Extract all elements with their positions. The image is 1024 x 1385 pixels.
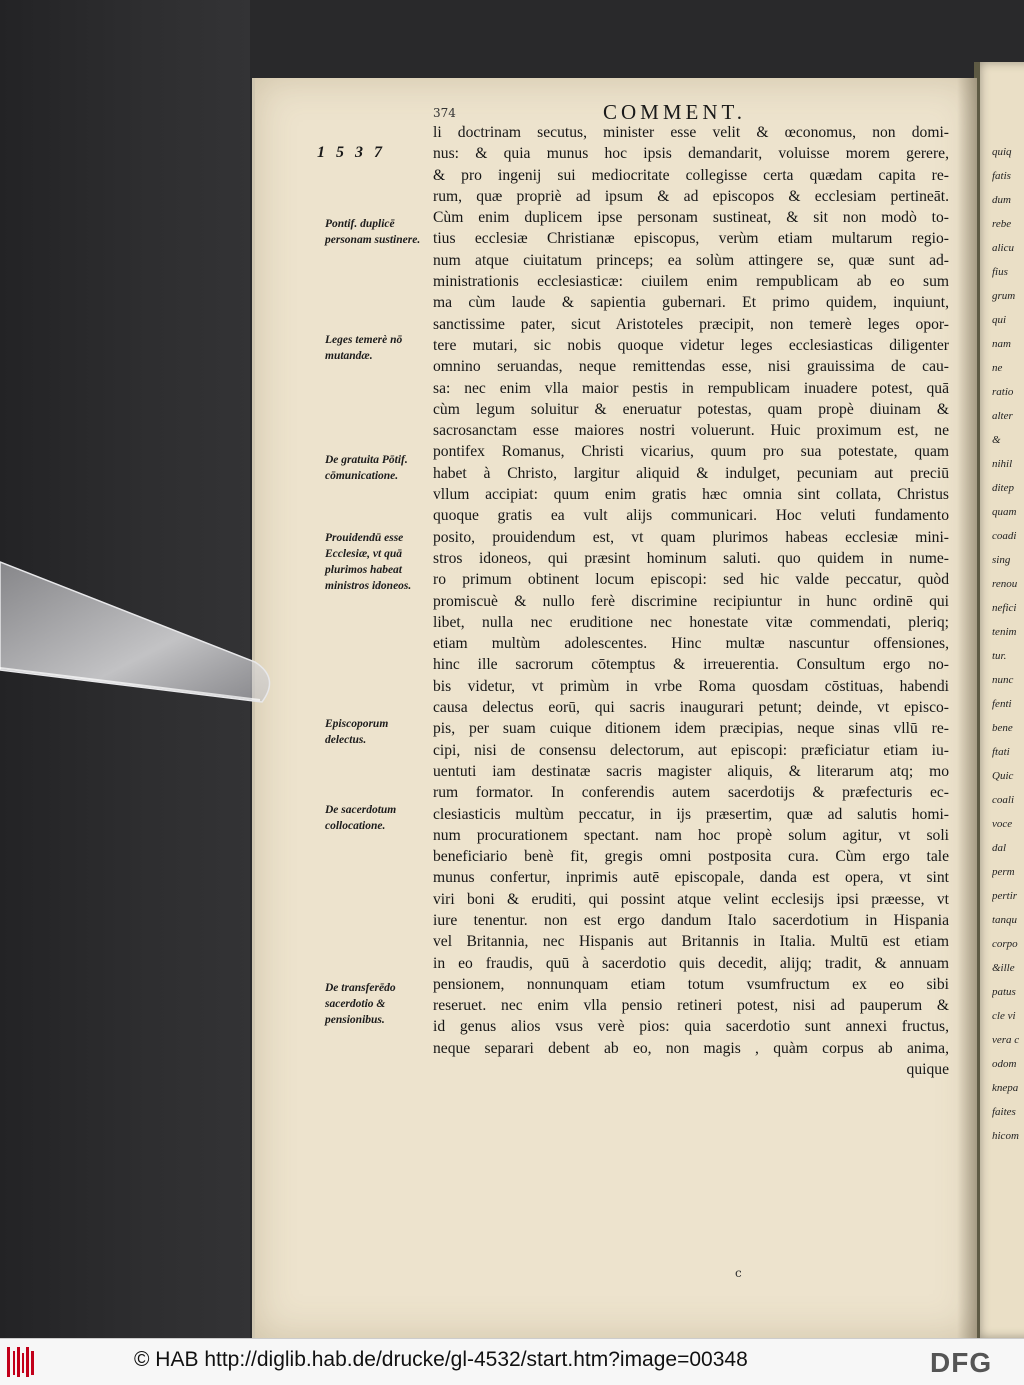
facing-page-fragment: tanqu: [992, 914, 1018, 926]
body-text: [433, 122, 949, 1080]
book-page: [252, 78, 977, 1338]
text-line: pontifex Romanus, Christi vicarius, quum pro sua potestate, quam: [433, 443, 949, 461]
facing-page-fragment: ftati: [992, 746, 1010, 758]
text-line: hinc ille sacrorum cōtemptus & irreuerentia. Consultum ergo no-: [433, 656, 949, 674]
text-line: tere mutari, sic nobis quoque videtur leges ecclesiasticas diligenter: [433, 336, 949, 354]
facing-page-fragment: nihil: [992, 458, 1013, 470]
text-line: stros idoneos, qui præsint hominum saluti. quo quidem in nume-: [433, 549, 949, 567]
text-line: viri boni & eruditi, qui possint atque velint ecclesijs ipsi præesse, vt: [433, 890, 949, 908]
text-line: num procurationem spectant. nam hoc propè solum agitur, vt soli: [433, 826, 949, 844]
text-line: iure tenentur. non est ergo dandum Italo sacerdotium in Hispania: [433, 911, 949, 929]
text-line: rum, quæ propriè ad ipsum & ad episcopos & ecclesiam pertineāt.: [433, 187, 949, 205]
facing-page-fragment: odom: [992, 1058, 1017, 1070]
facing-page-text: [992, 140, 1024, 1148]
facing-page-fragment: qui: [992, 314, 1007, 326]
facing-page-fragment: nunc: [992, 674, 1014, 686]
facing-page-fragment: tenim: [992, 626, 1017, 638]
facing-page-fragment: vera c: [992, 1034, 1020, 1046]
facing-page-fragment: &ille: [992, 962, 1015, 974]
text-line: vllum accipiat: quum enim gratis hæc omnia sint collata, Christus: [433, 486, 949, 504]
text-line: quoque gratis ea vult alijs communicari. Hoc veluti fundamento: [433, 507, 949, 525]
facing-page-fragment: ditep: [992, 482, 1014, 494]
facing-page-fragment: patus: [992, 986, 1016, 998]
facing-page-fragment: quam: [992, 506, 1017, 518]
facing-page-fragment: corpo: [992, 938, 1018, 950]
facing-page-fragment: alter: [992, 410, 1013, 422]
text-line: in eo fraudis, quū à sacerdotio quis decedit, alijq; tradit, & annuam: [433, 954, 949, 972]
text-line: promiscuè & nullo ferè discrimine recipiuntur in hunc ordinē qui: [433, 592, 949, 610]
text-line: cùm legum soluitur & eneruatur potestas, quam propè diuinam &: [433, 400, 949, 418]
text-line: vel Britannia, nec Hispanis aut Britannis in Italia. Multū est etiam: [433, 933, 949, 951]
margin-note-leges: Leges temerè nō mutandæ.: [325, 334, 403, 362]
year-marginal: 1537: [317, 144, 393, 161]
text-line: ma cùm laude & sapientia gubernari. Et primo quidem, inquiunt,: [433, 294, 949, 312]
facing-page-fragment: nam: [992, 338, 1011, 350]
catchword: quique: [906, 1061, 949, 1079]
folio-number: 374: [433, 106, 456, 120]
text-line: sanctissime pater, sicut Aristoteles præcipit, non temerè leges opor-: [433, 315, 949, 333]
facing-page-fragment: perm: [992, 866, 1015, 878]
footer-bar: [0, 1338, 1024, 1385]
text-line: sa: nec enim vlla maior pestis in rempublicam inuadere potest, quā: [433, 379, 949, 397]
text-line: omnino seruandas, neque remittendas esse, nisi grauissima de cau-: [433, 358, 949, 376]
facing-page-fragment: coadi: [992, 530, 1017, 542]
margin-note-pontif: Pontif. duplicē personam sustinere.: [325, 218, 421, 246]
text-line: reseruet. nec enim vlla pensio retineri potest, nisi ad pauperum &: [433, 997, 949, 1015]
margin-note-transferendo: De transferēdo sacerdotio & pensionibus.: [325, 982, 396, 1026]
margin-note-episcoporum: Episcoporum delectus.: [325, 718, 389, 746]
text-line: neque separari debent ab eo, non magis , quàm corpus ab anima,: [433, 1039, 949, 1057]
text-line: rum formator. In conferendis autem sacerdotijs & præfecturis ec-: [433, 784, 949, 802]
text-line: ministrationis ecclesiasticæ: ciuilem enim rempublicam ab eo sum: [433, 273, 949, 291]
text-line: habet à Christo, largitur aliquid & indulget, pecuniam aut preciū: [433, 464, 949, 482]
text-line: posito, prouidendum est, vt quam plurimos habeas ecclesiæ mini-: [433, 528, 949, 546]
text-line: Cùm enim duplicem ipse personam sustineat, & sit non modò to-: [433, 209, 949, 227]
facing-page-fragment: rebe: [992, 218, 1012, 230]
text-line: tius ecclesiæ Christianæ episcopus, verùm etiam multarum regio-: [433, 230, 949, 248]
text-line: li doctrinam secutus, minister esse velit & œconomus, non domi-: [433, 124, 949, 141]
text-line: munus confertur, inprimis autē episcopale, danda est opera, vt sint: [433, 869, 949, 887]
book-cover-shadow: [0, 0, 250, 1338]
text-line: sacrosanctam esse maiores nostri voluerunt. Huic proximum est, ne: [433, 422, 949, 440]
text-line: cipi, nisi de consensu delectorum, aut episcopi: præficiatur etiam iu-: [433, 741, 949, 759]
footer-permalink[interactable]: © HAB http://diglib.hab.de/drucke/gl-4532/start.htm?image=00348: [134, 1348, 748, 1371]
text-line: causa delectus eorū, qui sacris inaugurari petunt; deinde, vt episco-: [433, 699, 949, 717]
facing-page-fragment: knepa: [992, 1082, 1019, 1094]
page-gutter-shadow: [957, 78, 977, 1338]
margin-note-sacerdotum: De sacerdotum collocatione.: [325, 804, 397, 832]
text-line: libet, nulla nec eruditione nec honestate vitæ commendati, pleriq;: [433, 613, 949, 631]
facing-page-fragment: cle vi: [992, 1010, 1016, 1022]
facing-page-fragment: fatis: [992, 170, 1011, 182]
text-line: id genus alios vsus verè pios: quia sacerdotio sunt annexi fructus,: [433, 1018, 949, 1036]
facing-page-fragment: hicom: [992, 1130, 1019, 1142]
text-line: uentuti iam destinatæ sacris magister aliquis, & literarum atq; mo: [433, 762, 949, 780]
facing-page-fragment: sing: [992, 554, 1011, 566]
margin-note-gratuita: De gratuita Pōtif. cōmunicatione.: [325, 454, 408, 482]
facing-page-fragment: dum: [992, 194, 1011, 206]
facing-page-fragment: alicu: [992, 242, 1014, 254]
text-line: & pro ingenij sui mediocritate collegisse certa quædam capita re-: [433, 166, 949, 184]
text-line: pensionem, nonnunquam etiam totum vsumfructum ex eo sibi: [433, 975, 949, 993]
text-line: clesiasticis multùm peccatur, in ijs præsertim, quæ ad salutis homi-: [433, 805, 949, 823]
facing-page-fragment: fenti: [992, 698, 1012, 710]
facing-page-fragment: fius: [992, 266, 1008, 278]
facing-page-fragment: voce: [992, 818, 1013, 830]
facing-page-fragment: grum: [992, 290, 1016, 302]
facing-page-fragment: ne: [992, 362, 1003, 374]
facing-page-fragment: quiq: [992, 146, 1012, 158]
facing-page-fragment: &: [992, 434, 1001, 446]
hab-logo-icon: [6, 1345, 36, 1379]
text-line: num atque ciuitatum princeps; ea solùm attingere se, quæ sunt ad-: [433, 251, 949, 269]
margin-note-providendum: Prouidendū esse Ecclesiæ, vt quā plurimos habeat ministros idoneos.: [325, 532, 412, 592]
facing-page-fragment: pertir: [992, 890, 1018, 902]
text-line: pis, per suam cuique ditionem idem præcipias, neque sinas vllū re-: [433, 720, 949, 738]
text-line: etiam multùm adolescentes. Hinc multæ nascuntur offensiones,: [433, 635, 949, 653]
facing-page-fragment: renou: [992, 578, 1018, 590]
text-line: bis videtur, vt primùm in vrbe Roma quosdam cōstituas, habendi: [433, 677, 949, 695]
text-line: beneficiario benè fit, gregis omni postposita cura. Cùm ergo tale: [433, 848, 949, 866]
running-head: COMMENT.: [603, 100, 747, 124]
facing-page-fragment: nefici: [992, 602, 1017, 614]
facing-page-fragment: Quic: [992, 770, 1014, 782]
dfg-logo: DFG: [930, 1347, 993, 1378]
facing-page-fragment: coali: [992, 794, 1014, 806]
text-line: nus: & quia munus hoc ipsis demandarit, voluisse morem gerere,: [433, 145, 949, 163]
signature-mark: c: [735, 1266, 742, 1280]
facing-page-fragment: faites: [992, 1106, 1016, 1118]
facing-page-fragment: tur.: [992, 650, 1007, 662]
facing-page-fragment: dal: [992, 842, 1007, 854]
facing-page-fragment: bene: [992, 722, 1013, 734]
facing-page-fragment: ratio: [992, 386, 1014, 398]
text-line: ro primum obtinent locum episcopi: sed hic valde peccatur, quòd: [433, 571, 949, 589]
